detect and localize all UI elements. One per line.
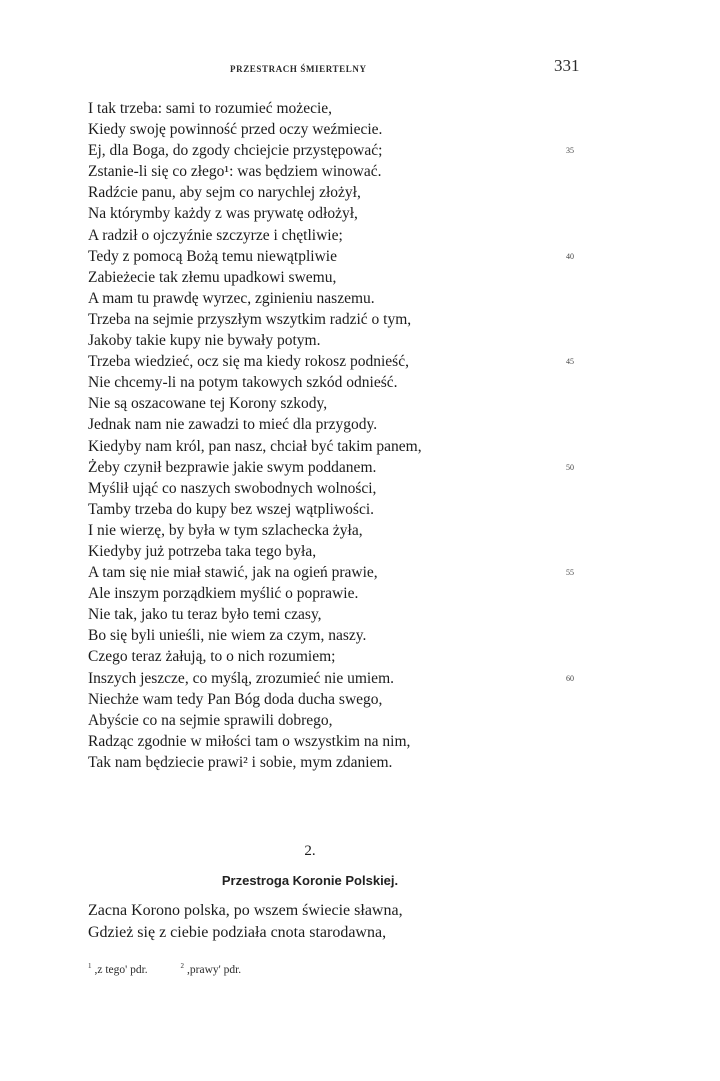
- poem-line: [88, 203, 588, 224]
- poem-line: [88, 119, 588, 140]
- line-text: Radząc zgodnie w miłości tam o wszystkim na nim,: [88, 732, 411, 750]
- page-number: 331: [554, 56, 580, 75]
- line-text: Nie tak, jako tu teraz było temi czasy,: [88, 606, 322, 624]
- line-text: Tak nam będziecie prawi² i sobie, mym zdaniem.: [88, 753, 393, 771]
- poem-line: [88, 267, 588, 288]
- poem-text: [88, 98, 588, 815]
- poem-line: [88, 604, 588, 625]
- line-text: Zacna Korono polska, po wszem świecie sławna,: [88, 902, 403, 919]
- poem-line: [88, 922, 588, 944]
- section-number: 2.: [304, 843, 316, 859]
- poem-line: [88, 98, 588, 119]
- footnote-mark: 1: [88, 962, 92, 970]
- line-text: Radźcie panu, aby sejm co narychlej złożył,: [88, 184, 361, 202]
- footnotes: [88, 962, 271, 976]
- poem-line: [88, 710, 588, 731]
- line-text: Na którymby każdy z was prywatę odłożył,: [88, 205, 358, 223]
- poem-line: [88, 794, 588, 815]
- line-text: Tamby trzeba do kupy bez wszej wątpliwości.: [88, 500, 375, 518]
- poem-line: [88, 182, 588, 203]
- poem-line: [88, 457, 588, 478]
- second-poem-text: [88, 900, 588, 944]
- line-text: Ej, dla Boga, do zgody chciejcie przystępować;: [88, 142, 383, 160]
- poem-line: [88, 351, 588, 372]
- footnote-text: ,z tego' pdr.: [94, 963, 148, 976]
- poem-line: [88, 436, 588, 457]
- line-text: Abyście co na sejmie sprawili dobrego,: [88, 711, 333, 729]
- line-text: Jakoby takie kupy nie bywały potym.: [88, 332, 321, 350]
- poem-line: [88, 625, 588, 646]
- poem-line: [88, 372, 588, 393]
- poem-line: [88, 752, 588, 773]
- line-number: 50: [566, 462, 574, 472]
- line-text: Zabieżecie tak złemu upadkowi swemu,: [88, 268, 337, 286]
- footnote-text: ,prawy' pdr.: [187, 963, 242, 976]
- line-number: 45: [566, 357, 574, 367]
- line-text: Trzeba wiedzieć, ocz się ma kiedy rokosz podnieść,: [88, 353, 409, 371]
- poem-line: [88, 393, 588, 414]
- poem-line: [88, 246, 588, 267]
- line-text: Myślił ująć co naszych swobodnych wolności,: [88, 479, 377, 497]
- line-number: 40: [566, 251, 574, 261]
- running-head: [0, 56, 720, 78]
- poem-line: [88, 414, 588, 435]
- poem-line: [88, 773, 588, 794]
- line-text: Czego teraz żałują, to o nich rozumiem;: [88, 648, 336, 666]
- poem-line: [88, 541, 588, 562]
- line-text: Gdzież się z ciebie podziała cnota starodawna,: [88, 924, 387, 941]
- line-text: Żeby czynił bezprawie jakie swym poddanem.: [88, 458, 377, 476]
- line-number: 35: [566, 146, 574, 156]
- poem-line: [88, 499, 588, 520]
- line-number: 55: [566, 568, 574, 578]
- line-text: Trzeba na sejmie przyszłym wszytkim radzić o tym,: [88, 310, 412, 328]
- line-text: Bo się byli unieśli, nie wiem za czym, naszy.: [88, 627, 367, 645]
- line-text: I nie wierzę, by była w tym szlachecka żyła,: [88, 521, 363, 539]
- footnote-mark: 2: [180, 962, 185, 970]
- line-text: Inszych jeszcze, co myślą, zrozumieć nie umiem.: [88, 669, 394, 687]
- line-text: Nie chcemy-li na potym takowych szkód odnieść.: [88, 374, 398, 392]
- poem-line: [88, 900, 588, 922]
- poem-line: [88, 288, 588, 309]
- footnote: [88, 962, 148, 976]
- poem-line: [88, 309, 588, 330]
- line-text: A tam się nie miał stawić, jak na ogień prawie,: [88, 564, 378, 582]
- poem-line: [88, 562, 588, 583]
- line-text: Kiedy swoję powinność przed oczy weźmiecie.: [88, 121, 383, 139]
- poem-line: [88, 161, 588, 182]
- poem-line: [88, 646, 588, 667]
- line-text: Nie są oszacowane tej Korony szkody,: [88, 395, 328, 413]
- line-text: Ale inszym porządkiem myślić o poprawie.: [88, 585, 359, 603]
- line-number: 60: [566, 673, 574, 683]
- line-text: Niechże wam tedy Pan Bóg doda ducha swego,: [88, 690, 383, 708]
- poem-line: [88, 478, 588, 499]
- line-text: I tak trzeba: sami to rozumieć możecie,: [88, 100, 333, 117]
- poem-line: [88, 330, 588, 351]
- footnote: [181, 962, 242, 976]
- running-title: PRZESTRACH ŚMIERTELNY: [230, 64, 367, 74]
- poem-line: [88, 668, 588, 689]
- poem-line: [88, 583, 588, 604]
- poem-line: [88, 225, 588, 246]
- poem-line: [88, 689, 588, 710]
- section-title: Przestroga Koronie Polskiej.: [221, 873, 399, 888]
- line-text: Tedy z pomocą Bożą temu niewątpliwie: [88, 247, 337, 265]
- line-text: Kiedyby nam król, pan nasz, chciał być takim panem,: [88, 437, 422, 455]
- line-text: A radził o ojczyźnie szczyrze i chętliwie;: [88, 226, 343, 244]
- poem-line: [88, 520, 588, 541]
- line-text: Jednak nam nie zawadzi to mieć dla przygody.: [88, 416, 378, 434]
- poem-line: [88, 731, 588, 752]
- line-text: A mam tu prawdę wyrzec, zginieniu naszemu.: [88, 289, 375, 307]
- line-text: Kiedyby już potrzeba taka tego była,: [88, 542, 317, 560]
- poem-line: [88, 140, 588, 161]
- line-text: Zstanie-li się co złego¹: was będziem winować.: [88, 163, 382, 181]
